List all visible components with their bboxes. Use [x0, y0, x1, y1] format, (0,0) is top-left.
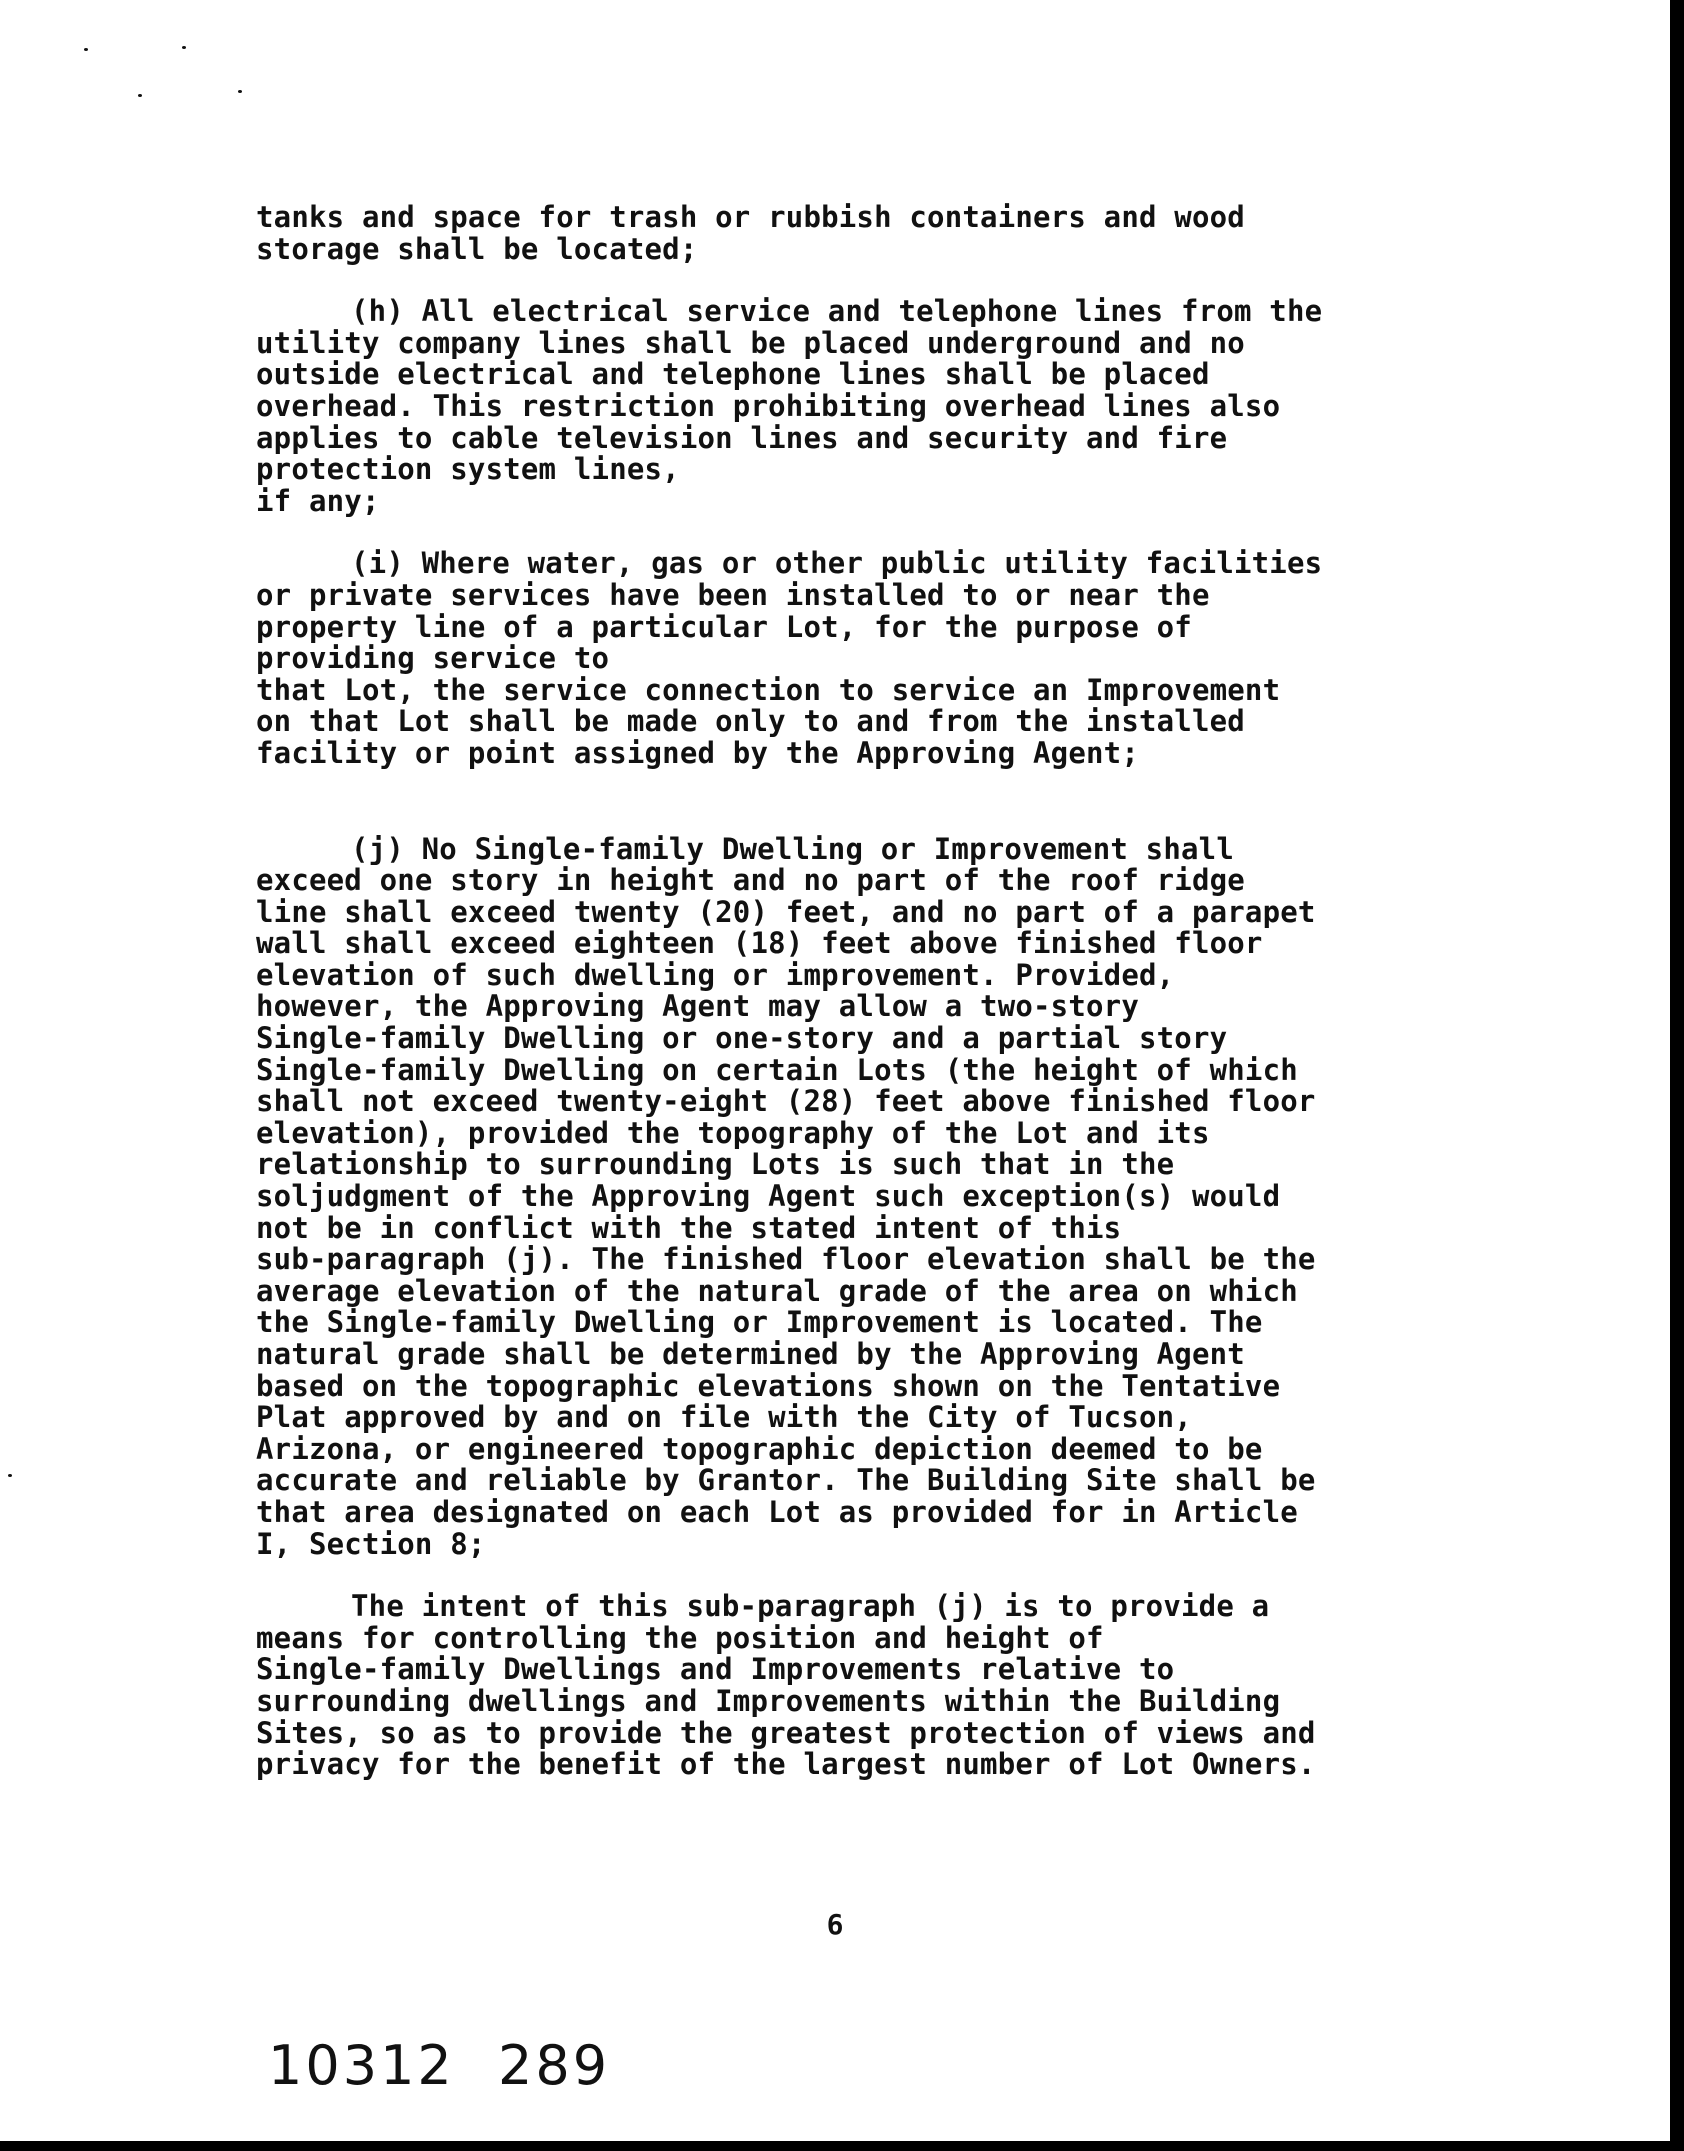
text-line: (i) Where water, gas or other public utility facilities — [351, 546, 1323, 581]
text-line: I, Section 8; — [256, 1526, 486, 1561]
text-line: natural grade shall be determined by the Approving Agent — [256, 1337, 1245, 1371]
text-line: tanks and space for trash or rubbish containers and wood — [256, 200, 1245, 234]
text-line: utility company lines shall be placed underground and no — [256, 325, 1245, 360]
text-line: the Single-family Dwelling or Improvement is located. The — [256, 1305, 1263, 1340]
text-line: shall not exceed twenty-eight (28) feet above finished floor — [256, 1084, 1316, 1119]
document-body — [256, 202, 1456, 1781]
text-line: sub-paragraph (j). The finished floor elevation shall be the — [256, 1242, 1316, 1277]
text-line: storage shall be located; — [256, 231, 698, 266]
text-line: protection system lines, — [256, 452, 680, 487]
text-line: property line of a particular Lot, for the purpose of — [256, 609, 1192, 644]
text-line: average elevation of the natural grade of the area on which — [256, 1273, 1298, 1308]
text-line: however, the Approving Agent may allow a two-story — [256, 989, 1139, 1024]
document-code-suffix: 289 — [498, 2034, 611, 2097]
text-line: based on the topographic elevations shown on the Tentative — [256, 1368, 1281, 1403]
scan-speck — [8, 1474, 12, 1477]
text-line: soljudgment of the Approving Agent such exception(s) would — [256, 1179, 1281, 1214]
text-line: if any; — [256, 483, 380, 518]
paragraph-i — [256, 548, 1456, 769]
text-line: Single-family Dwellings and Improvements relative to — [256, 1652, 1175, 1687]
text-line: relationship to surrounding Lots is such that in the — [256, 1147, 1175, 1182]
scan-speck — [138, 94, 142, 97]
text-line: elevation), provided the topography of the Lot and its — [256, 1115, 1210, 1150]
page-number: 6 — [826, 1908, 844, 1941]
text-line: facility or point assigned by the Approving Agent; — [256, 735, 1139, 770]
text-line: accurate and reliable by Grantor. The Building Site shall be — [256, 1463, 1316, 1498]
text-line: Arizona, or engineered topographic depiction deemed to be — [256, 1431, 1263, 1466]
text-line: or private services have been installed to or near the — [256, 577, 1210, 612]
text-line: The intent of this sub-paragraph (j) is to provide a — [351, 1589, 1270, 1624]
scan-speck — [182, 46, 186, 49]
text-line: exceed one story in height and no part of the roof ridge — [256, 863, 1245, 898]
text-line: overhead. This restriction prohibiting overhead lines also — [256, 388, 1281, 423]
text-line: not be in conflict with the stated intent of this — [256, 1210, 1122, 1245]
scan-speck — [84, 48, 88, 51]
text-line: (h) All electrical service and telephone lines from the — [351, 294, 1323, 329]
text-line: Single-family Dwelling or one-story and a partial story — [256, 1021, 1228, 1056]
text-line: (j) No Single-family Dwelling or Improvement shall — [351, 831, 1234, 866]
paragraph-j — [256, 831, 1456, 1561]
text-line: outside electrical and telephone lines shall be placed — [256, 357, 1210, 392]
paragraph-continuation — [256, 202, 1456, 265]
text-line: applies to cable television lines and security and fire — [256, 420, 1228, 455]
document-code: 10312 — [268, 2034, 455, 2097]
text-line: that area designated on each Lot as provided for in Article — [256, 1494, 1298, 1529]
text-line: wall shall exceed eighteen (18) feet above finished floor — [256, 926, 1263, 961]
text-line: means for controlling the position and height of — [256, 1620, 1104, 1655]
text-line: Plat approved by and on file with the City of Tucson, — [256, 1400, 1192, 1435]
text-line: line shall exceed twenty (20) feet, and no part of a parapet — [256, 894, 1316, 929]
text-line: on that Lot shall be made only to and from the installed — [256, 704, 1245, 739]
paragraph-h — [256, 296, 1456, 517]
scan-speck — [238, 90, 242, 93]
text-line: privacy for the benefit of the largest number of Lot Owners. — [256, 1747, 1316, 1782]
paragraph-intent — [256, 1591, 1456, 1781]
text-line: Sites, so as to provide the greatest protection of views and — [256, 1715, 1316, 1750]
text-line: surrounding dwellings and Improvements within the Building — [256, 1683, 1281, 1718]
text-line: Single-family Dwelling on certain Lots (the height of which — [256, 1052, 1298, 1087]
text-line: providing service to — [256, 641, 610, 676]
text-line: elevation of such dwelling or improvement. Provided, — [256, 957, 1175, 992]
text-line: that Lot, the service connection to service an Improvement — [256, 672, 1281, 707]
